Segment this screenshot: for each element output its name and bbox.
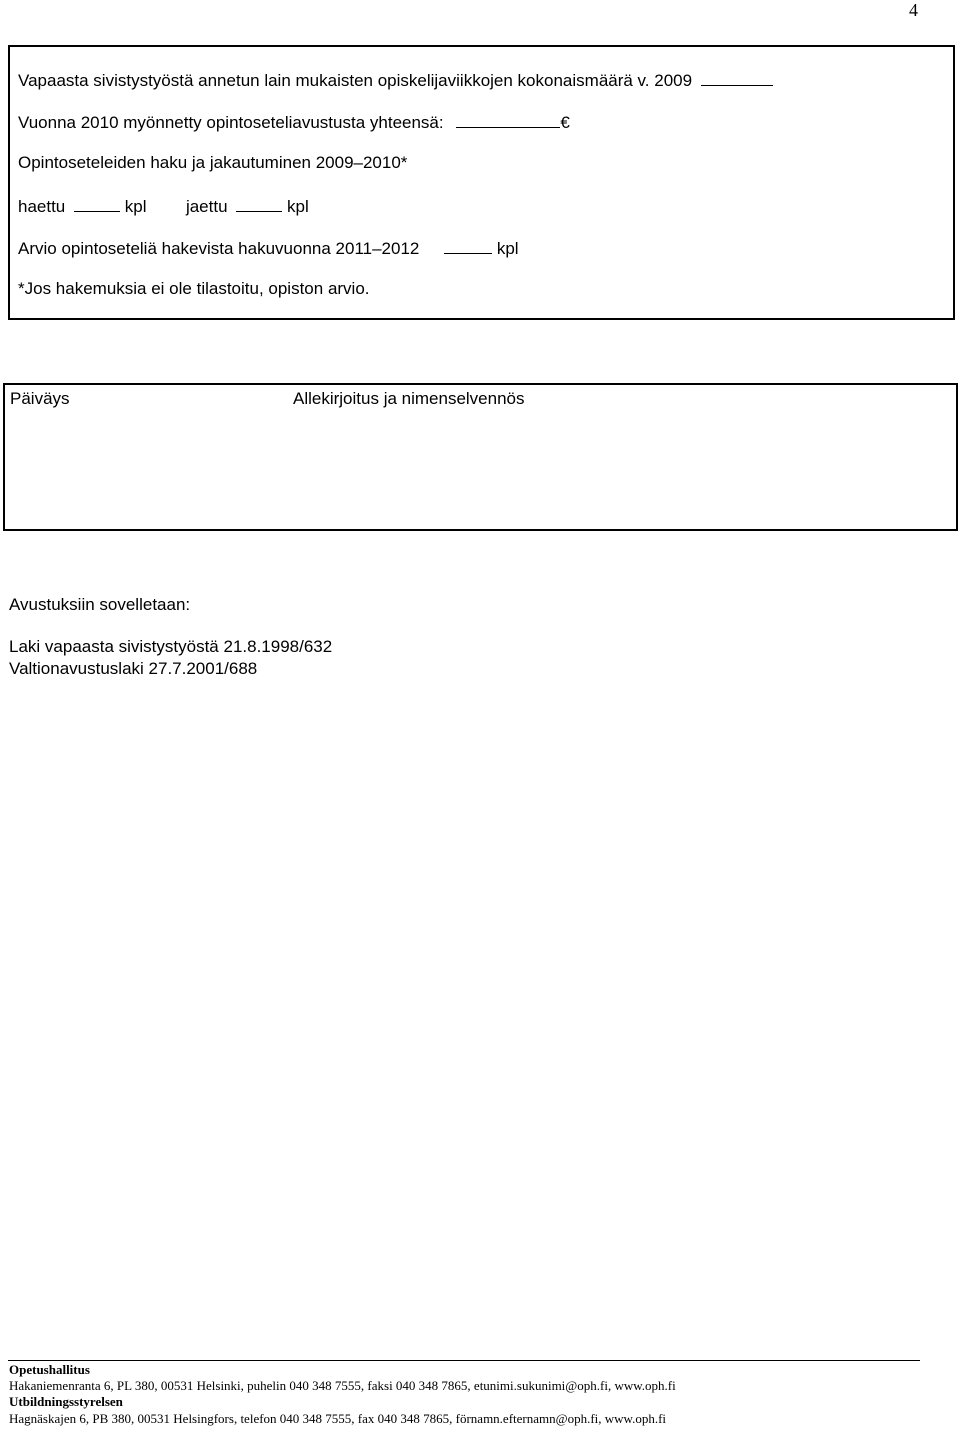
footer-org-sv: Utbildningsstyrelsen (9, 1394, 123, 1409)
law-reference-2: Valtionavustuslaki 27.7.2001/688 (9, 659, 258, 678)
footer-divider (8, 1360, 920, 1361)
distributed-label: jaettu (185, 197, 228, 216)
signature-box (3, 383, 958, 531)
statistics-form-box (8, 45, 955, 320)
footnote: *Jos hakemuksia ei ole tilastoitu, opiston arvio. (18, 279, 370, 298)
applied-distributed-row (18, 195, 309, 217)
footer-org-fi: Opetushallitus (9, 1362, 90, 1377)
voucher-grant-label: Vuonna 2010 myönnetty opintoseteliavustusta yhteensä: (18, 113, 444, 132)
student-weeks-row (18, 69, 773, 91)
signature-label: Allekirjoitus ja nimenselvennös (293, 389, 525, 408)
distributed-unit: kpl (287, 197, 309, 216)
voucher-grant-field[interactable] (456, 111, 560, 128)
grants-heading: Avustuksiin sovelletaan: (9, 595, 191, 614)
student-weeks-field[interactable] (701, 69, 773, 86)
voucher-application-heading: Opintoseteleiden haku ja jakautuminen 2009–2010* (18, 153, 408, 172)
estimate-unit: kpl (496, 239, 519, 258)
estimate-label: Arvio opintoseteliä hakevista hakuvuonna 2011–2012 (18, 239, 420, 258)
applied-label: haettu (18, 197, 66, 216)
student-weeks-label: Vapaasta sivistystyöstä annetun lain mukaisten opiskelijaviikkojen kokonaismäärä v. 2009 (18, 71, 693, 90)
applied-field[interactable] (74, 195, 120, 212)
page-number: 4 (909, 0, 918, 20)
applied-unit: kpl (124, 197, 147, 216)
euro-unit: € (560, 113, 570, 132)
date-label: Päiväys (10, 389, 70, 408)
footer-address-sv: Hagnäskajen 6, PB 380, 00531 Helsingfors, telefon 040 348 7555, fax 040 348 7865, förnamn.efternamn@oph.fi, www.oph.fi (9, 1411, 667, 1426)
footer-address-fi: Hakaniemenranta 6, PL 380, 00531 Helsinki, puhelin 040 348 7555, faksi 040 348 7865, etunimi.sukunimi@oph.fi, www.oph.fi (9, 1378, 676, 1393)
estimate-field[interactable] (444, 237, 492, 254)
law-reference-1: Laki vapaasta sivistystyöstä 21.8.1998/632 (9, 637, 333, 656)
estimate-row (18, 237, 519, 259)
distributed-field[interactable] (236, 195, 282, 212)
voucher-grant-row (18, 111, 570, 133)
